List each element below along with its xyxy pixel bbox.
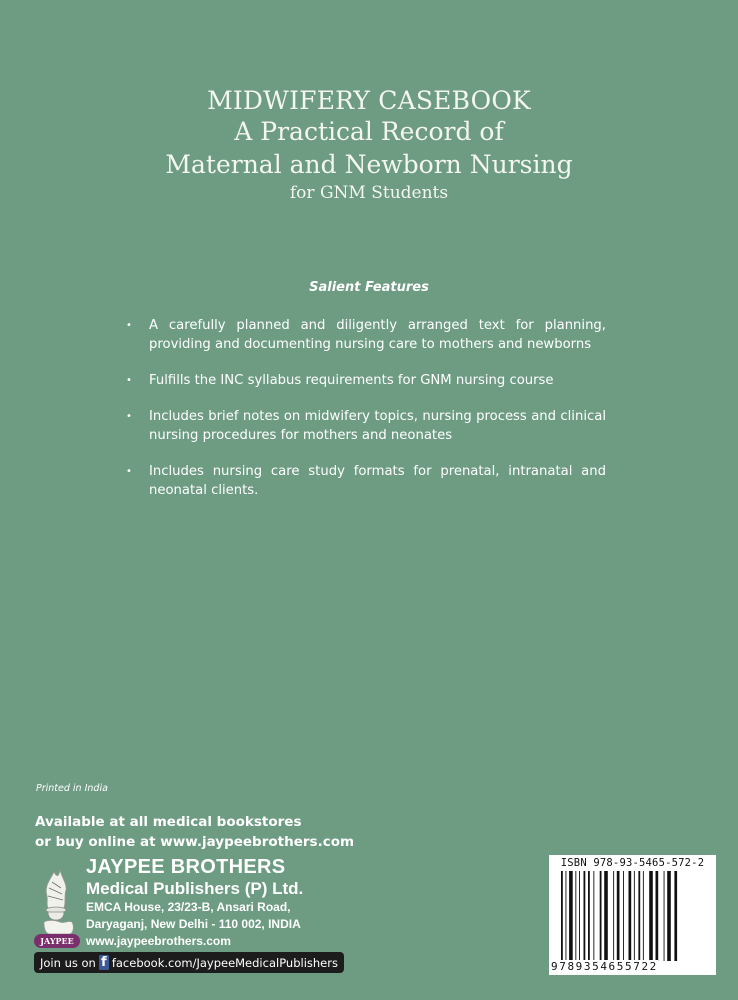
barcode-bar bbox=[569, 871, 573, 961]
barcode-bar bbox=[623, 871, 624, 961]
feature-item bbox=[126, 462, 606, 500]
logo-badge: JAYPEE bbox=[34, 934, 80, 948]
availability-line2: or buy online at www.jaypeebrothers.com bbox=[35, 834, 355, 850]
bullet-icon: • bbox=[126, 466, 132, 477]
barcode-bar bbox=[656, 871, 659, 961]
availability-line1: Available at all medical bookstores bbox=[35, 814, 302, 830]
barcode-bar bbox=[604, 871, 608, 961]
features-list bbox=[126, 316, 606, 517]
feature-item bbox=[126, 407, 606, 445]
feature-text: Includes nursing care study formats for prenatal, intranatal and neonatal clients. bbox=[149, 464, 606, 498]
barcode-digits: 9789354655722 bbox=[551, 960, 658, 973]
barcode-bar bbox=[561, 871, 563, 961]
barcode-bar bbox=[579, 871, 580, 961]
barcode-bar bbox=[588, 871, 590, 961]
publisher-address-line2: Daryaganj, New Delhi - 110 002, INDIA bbox=[86, 917, 301, 931]
publisher-subtitle: Medical Publishers (P) Ltd. bbox=[86, 879, 304, 898]
facebook-prefix: Join us on bbox=[40, 955, 96, 970]
feature-item bbox=[126, 316, 606, 354]
printed-in-label: Printed in India bbox=[36, 783, 108, 794]
facebook-banner bbox=[34, 952, 344, 973]
barcode-bar bbox=[575, 871, 576, 961]
feature-text: A carefully planned and diligently arranged text for planning, providing and documenting nursing care to mothers and newborns bbox=[149, 318, 606, 352]
book-subtitle-line1: A Practical Record of bbox=[234, 117, 504, 146]
torch-logo-icon bbox=[34, 866, 80, 936]
bullet-icon: • bbox=[126, 320, 132, 331]
barcode-bar bbox=[664, 871, 665, 961]
bullet-icon: • bbox=[126, 411, 132, 422]
barcode-bar bbox=[643, 871, 644, 961]
features-heading: Salient Features bbox=[309, 280, 429, 295]
book-title: MIDWIFERY CASEBOOK bbox=[207, 86, 531, 115]
availability-text bbox=[35, 812, 354, 852]
publisher-address-line1: EMCA House, 23/23-B, Ansari Road, bbox=[86, 900, 291, 914]
publisher-info bbox=[86, 856, 303, 950]
publisher-logo bbox=[34, 866, 80, 948]
barcode-bar bbox=[629, 871, 632, 961]
barcode-bar bbox=[638, 871, 640, 961]
barcode-bar bbox=[584, 871, 586, 961]
feature-text: Fulfills the INC syllabus requirements for GNM nursing course bbox=[149, 373, 554, 388]
barcode-bar bbox=[674, 871, 677, 961]
facebook-icon: f bbox=[99, 955, 109, 970]
barcode-bar bbox=[667, 871, 671, 961]
barcode-bar bbox=[617, 871, 620, 961]
book-title-block bbox=[0, 86, 738, 204]
barcode-bar bbox=[593, 871, 594, 961]
barcode-icon bbox=[559, 871, 681, 961]
barcode-bar bbox=[649, 871, 653, 961]
barcode-bar bbox=[613, 871, 614, 961]
publisher-website: www.jaypeebrothers.com bbox=[86, 934, 231, 948]
book-subtitle-line2: Maternal and Newborn Nursing bbox=[165, 150, 573, 179]
bullet-icon: • bbox=[126, 375, 132, 386]
isbn-label: ISBN 978-93-5465-572-2 bbox=[560, 857, 705, 869]
book-audience: for GNM Students bbox=[289, 183, 449, 203]
barcode-bar bbox=[566, 871, 567, 961]
feature-text: Includes brief notes on midwifery topics, nursing process and clinical nursing procedures for mothers and neonates bbox=[149, 409, 606, 443]
barcode-bar bbox=[600, 871, 602, 961]
facebook-url: facebook.com/JaypeeMedicalPublishers bbox=[111, 955, 338, 970]
isbn-barcode-box bbox=[549, 855, 716, 975]
publisher-name: JAYPEE BROTHERS bbox=[86, 856, 286, 878]
barcode-bar bbox=[634, 871, 635, 961]
feature-item bbox=[126, 371, 606, 390]
